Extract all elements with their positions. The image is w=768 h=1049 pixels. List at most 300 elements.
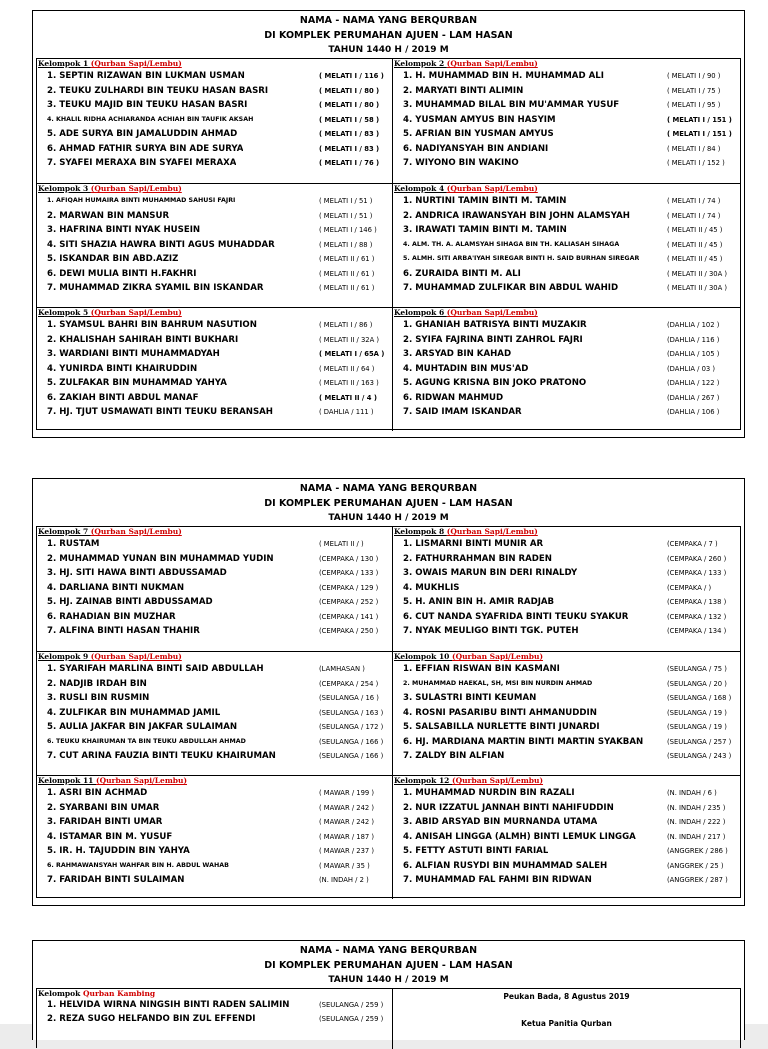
group-number: Kelompok 11: [38, 776, 97, 785]
house-address: (SEULANGA / 16 ): [319, 694, 379, 702]
list-item: [37, 801, 392, 815]
person-name: 4. KHALIL RIDHA ACHIARANDA ACHIAH BIN TAUFIK AKSAH: [47, 115, 254, 123]
person-name: 7. CUT ARINA FAUZIA BINTI TEUKU KHAIRUMAN: [47, 751, 276, 761]
person-name: 2. REZA SUGO HELFANDO BIN ZUL EFFENDI: [47, 1014, 256, 1024]
list-item: [37, 537, 392, 551]
list-item: [37, 223, 392, 237]
list-item: [37, 691, 392, 705]
person-name: 5. FETTY ASTUTI BINTI FARIAL: [403, 846, 549, 856]
person-name: 2. KHALISHAH SAHIRAH BINTI BUKHARI: [47, 334, 239, 345]
group-number: Kelompok 1: [38, 59, 91, 68]
house-address: (CEMPAKA / ): [667, 583, 712, 592]
list-item: [393, 69, 740, 83]
list-item: [393, 127, 740, 141]
list-item: [37, 405, 392, 419]
group-cell: [393, 307, 740, 431]
list-item: [37, 69, 392, 83]
person-name: 6. ZAKIAH BINTI ABDUL MANAF: [47, 392, 199, 403]
group-cell: [393, 59, 740, 183]
list-item: [393, 391, 740, 405]
person-name: 7. FARIDAH BINTI SULAIMAN: [47, 875, 185, 885]
person-name: 1. MUHAMMAD NURDIN BIN RAZALI: [403, 788, 575, 798]
house-address: ( MELATI I / 75 ): [667, 86, 721, 95]
person-name: 5. AGUNG KRISNA BIN JOKO PRATONO: [403, 378, 587, 388]
house-address: ( MELATI II / 61 ): [319, 255, 375, 263]
person-name: 4. ROSNI PASARIBU BINTI AHMANUDDIN: [403, 707, 597, 718]
list-item: [393, 677, 740, 691]
house-address: ( MELATI I / 86 ): [319, 321, 373, 329]
list-item: [37, 252, 392, 266]
document-header: [33, 11, 744, 58]
qurban-type: (Qurban Sapi/Lembu): [90, 59, 182, 68]
person-name: 6. AHMAD FATHIR SURYA BIN ADE SURYA: [47, 143, 244, 154]
house-address: ( MELATI I / 80 ): [319, 86, 380, 95]
list-item: [393, 223, 740, 237]
list-item: [393, 801, 740, 815]
list-item: [37, 735, 392, 749]
person-name: 1. SYARIFAH MARLINA BINTI SAID ABDULLAH: [47, 664, 264, 674]
house-address: (CEMPAKA / 138 ): [667, 598, 727, 606]
header-line-1: NAMA - NAMA YANG BERQURBAN: [299, 945, 478, 956]
group-label: [37, 652, 392, 661]
list-item: [393, 281, 740, 295]
group-number: Kelompok 7: [38, 527, 91, 536]
house-address: (CEMPAKA / 129 ): [319, 583, 379, 592]
list-item: [37, 376, 392, 390]
list-item: [37, 281, 392, 295]
list-item: [37, 566, 392, 580]
house-address: ( MELATI II / 61 ): [319, 269, 375, 278]
group-number: Kelompok 6: [394, 308, 447, 317]
list-item: [393, 624, 740, 638]
house-address: (SEULANGA / 172 ): [319, 723, 384, 731]
list-item: [37, 347, 392, 361]
list-item: [37, 581, 392, 595]
qurban-type: (Qurban Sapi/Lembu): [96, 776, 188, 785]
list-item: [393, 347, 740, 361]
house-address: ( MAWAR / 199 ): [319, 789, 375, 797]
qurban-type: (Qurban Sapi/Lembu): [446, 308, 538, 317]
list-item: [393, 376, 740, 390]
house-address: (N. INDAH / 2 ): [319, 876, 369, 884]
person-name: 7. ZALDY BIN ALFIAN: [403, 751, 505, 761]
house-address: ( MELATI I / 83 ): [319, 130, 380, 138]
house-address: (DAHLIA / 267 ): [667, 393, 720, 402]
list-item: [393, 735, 740, 749]
house-address: (CEMPAKA / 141 ): [319, 612, 379, 621]
document-header: [33, 479, 744, 526]
person-name: 3. IRAWATI TAMIN BINTI M. TAMIN: [403, 225, 567, 235]
house-address: (SEULANGA / 243 ): [667, 752, 732, 760]
house-address: ( MELATI II / 163 ): [319, 379, 379, 387]
person-name: 2. MUHAMMAD HAEKAL, SH, MSI BIN NURDIN AHMAD: [403, 679, 593, 687]
header-line-2: DI KOMPLEK PERUMAHAN AJUEN - LAM HASAN: [264, 30, 513, 41]
person-name: 4. YUSMAN AMYUS BIN HASYIM: [403, 114, 556, 125]
house-address: (DAHLIA / 122 ): [667, 379, 720, 387]
house-address: (SEULANGA / 75 ): [667, 665, 727, 673]
house-address: ( MAWAR / 35 ): [319, 861, 370, 870]
house-address: ( DAHLIA / 111 ): [319, 408, 374, 416]
list-item: [393, 830, 740, 844]
list-item: [37, 142, 392, 156]
house-address: ( MELATI II / 45 ): [667, 255, 723, 263]
group-cell: [37, 989, 393, 1049]
signature-title: Ketua Panitia Qurban: [521, 1019, 612, 1028]
list-item: [393, 252, 740, 266]
group-cell: [37, 183, 393, 307]
house-address: (CEMPAKA / 133 ): [667, 569, 727, 577]
person-name: 4. YUNIRDA BINTI KHAIRUDDIN: [47, 363, 198, 374]
list-item: [37, 156, 392, 170]
list-item: [393, 815, 740, 829]
list-item: [393, 537, 740, 551]
group-number: Kelompok 12: [394, 776, 453, 785]
list-item: [393, 581, 740, 595]
person-name: 5. IR. H. TAJUDDIN BIN YAHYA: [47, 846, 190, 856]
house-address: (SEULANGA / 19 ): [667, 723, 727, 731]
list-item: [37, 238, 392, 252]
person-name: 4. ANISAH LINGGA (ALMH) BINTI LEMUK LINGGA: [403, 831, 636, 842]
list-item: [37, 873, 392, 887]
person-name: 1. GHANIAH BATRISYA BINTI MUZAKIR: [403, 320, 587, 330]
group-label: [37, 776, 392, 785]
group-label: [393, 184, 740, 193]
person-name: 6. RIDWAN MAHMUD: [403, 392, 504, 403]
house-address: (SEULANGA / 20 ): [667, 679, 727, 688]
list-item: [393, 844, 740, 858]
house-address: ( MELATI I / 80 ): [319, 101, 380, 109]
header-line-2: DI KOMPLEK PERUMAHAN AJUEN - LAM HASAN: [264, 498, 513, 509]
person-name: 6. ZURAIDA BINTI M. ALI: [403, 268, 521, 279]
qurban-type: (Qurban Sapi/Lembu): [90, 527, 182, 536]
group-number: Kelompok 3: [38, 184, 91, 193]
header-line-3: TAHUN 1440 H / 2019 M: [328, 45, 449, 55]
house-address: ( MELATI I / 65A ): [319, 350, 385, 358]
list-item: [393, 113, 740, 127]
house-address: ( MELATI I / 51 ): [319, 197, 373, 205]
list-item: [393, 566, 740, 580]
house-address: ( MELATI II / 45 ): [667, 240, 723, 249]
house-address: ( MELATI II / 4 ): [319, 393, 377, 402]
person-name: 7. MUHAMMAD FAL FAHMI BIN RIDWAN: [403, 875, 592, 885]
person-name: 6. DEWI MULIA BINTI H.FAKHRI: [47, 268, 197, 279]
group-label: [393, 776, 740, 785]
qurban-type: (Qurban Sapi/Lembu): [452, 652, 544, 661]
house-address: (CEMPAKA / 7 ): [667, 540, 718, 548]
person-name: 1. ASRI BIN ACHMAD: [47, 788, 148, 798]
house-address: ( MELATI I / 84 ): [667, 144, 721, 153]
list-item: [393, 209, 740, 223]
person-name: 7. SAID IMAM ISKANDAR: [403, 407, 522, 417]
house-address: (N. INDAH / 222 ): [667, 818, 726, 826]
person-name: 3. MUHAMMAD BILAL BIN MU'AMMAR YUSUF: [403, 100, 620, 110]
group-number: Kelompok 4: [394, 184, 447, 193]
person-name: 3. RUSLI BIN RUSMIN: [47, 693, 150, 703]
group-label: [37, 59, 392, 68]
house-address: ( MELATI II / 64 ): [319, 364, 375, 373]
list-item: [37, 333, 392, 347]
house-address: ( MAWAR / 187 ): [319, 832, 375, 841]
house-address: (SEULANGA / 166 ): [319, 752, 384, 760]
list-item: [393, 786, 740, 800]
person-name: 3. WARDIANI BINTI MUHAMMADYAH: [47, 349, 220, 359]
list-item: [37, 859, 392, 873]
person-name: 4. ISTAMAR BIN M. YUSUF: [47, 831, 173, 842]
group-label: [37, 989, 392, 998]
person-name: 4. SITI SHAZIA HAWRA BINTI AGUS MUHADDAR: [47, 239, 275, 250]
group-cell: [37, 59, 393, 183]
person-name: 2. NADJIB IRDAH BIN: [47, 678, 147, 689]
group-cell: [37, 307, 393, 431]
list-item: [393, 362, 740, 376]
house-address: (SEULANGA / 259 ): [319, 1015, 384, 1023]
qurban-type: (Qurban Sapi/Lembu): [90, 184, 182, 193]
person-name: 7. MUHAMMAD ZULFIKAR BIN ABDUL WAHID: [403, 283, 619, 293]
group-label: [393, 59, 740, 68]
house-address: (DAHLIA / 116 ): [667, 335, 720, 344]
list-item: [37, 677, 392, 691]
house-address: ( MELATI I / 90 ): [667, 72, 721, 80]
list-item: [37, 209, 392, 223]
person-name: 7. MUHAMMAD ZIKRA SYAMIL BIN ISKANDAR: [47, 283, 264, 293]
person-name: 6. HJ. MARDIANA MARTIN BINTI MARTIN SYAKBAN: [403, 736, 644, 747]
list-item: [393, 318, 740, 332]
house-address: ( MELATI I / 74 ): [667, 211, 721, 220]
house-address: (ANGGREK / 287 ): [667, 876, 728, 884]
house-address: ( MELATI I / 151 ): [667, 130, 732, 138]
house-address: (N. INDAH / 6 ): [667, 789, 717, 797]
list-item: [37, 267, 392, 281]
house-address: (SEULANGA / 168 ): [667, 694, 732, 702]
house-address: (CEMPAKA / 133 ): [319, 569, 379, 577]
house-address: (DAHLIA / 03 ): [667, 364, 716, 373]
person-name: 2. MARWAN BIN MANSUR: [47, 210, 170, 221]
person-name: 5. ALMH. SITI ARBA'IYAH SIREGAR BINTI H. SAID BURHAN SIREGAR: [403, 255, 640, 262]
house-address: (CEMPAKA / 132 ): [667, 612, 727, 621]
list-item: [393, 552, 740, 566]
house-address: (DAHLIA / 105 ): [667, 350, 720, 358]
person-name: 2. TEUKU ZULHARDI BIN TEUKU HASAN BASRI: [47, 85, 269, 96]
group-number: Kelompok 10: [394, 652, 453, 661]
list-item: [393, 333, 740, 347]
list-item: [393, 194, 740, 208]
group-number: Kelompok 5: [38, 308, 91, 317]
house-address: (CEMPAKA / 254 ): [319, 679, 379, 688]
person-name: 5. ISKANDAR BIN ABD.AZIZ: [47, 254, 179, 264]
person-name: 7. WIYONO BIN WAKINO: [403, 158, 519, 168]
group-grid: [36, 58, 741, 430]
qurban-type: (Qurban Sapi/Lembu): [90, 308, 182, 317]
document-header: [33, 941, 744, 988]
group-cell: [37, 527, 393, 651]
person-name: 6. RAHADIAN BIN MUZHAR: [47, 611, 176, 622]
group-number: Kelompok 9: [38, 652, 91, 661]
list-item: [37, 98, 392, 112]
group-number: Kelompok 8: [394, 527, 447, 536]
list-item: [37, 552, 392, 566]
person-name: 1. RUSTAM: [47, 539, 100, 549]
house-address: (DAHLIA / 102 ): [667, 321, 720, 329]
person-name: 1. EFFIAN RISWAN BIN KASMANI: [403, 664, 560, 674]
person-name: 4. MUHTADIN BIN MUS'AD: [403, 363, 529, 374]
person-name: 1. H. MUHAMMAD BIN H. MUHAMMAD ALI: [403, 71, 604, 81]
house-address: ( MAWAR / 242 ): [319, 803, 375, 812]
person-name: 2. NUR IZZATUL JANNAH BINTI NAHIFUDDIN: [403, 802, 614, 813]
house-address: ( MELATI I / 151 ): [667, 115, 732, 124]
list-item: [37, 720, 392, 734]
list-item: [393, 610, 740, 624]
house-address: ( MELATI II / 30A ): [667, 269, 728, 278]
page-frame: [32, 10, 745, 438]
list-item: [393, 98, 740, 112]
person-name: 3. HJ. SITI HAWA BINTI ABDUSSAMAD: [47, 568, 227, 578]
person-name: 5. ADE SURYA BIN JAMALUDDIN AHMAD: [47, 129, 238, 139]
person-name: 5. SALSABILLA NURLETTE BINTI JUNARDI: [403, 722, 600, 732]
list-item: [37, 127, 392, 141]
house-address: ( MELATI II / 30A ): [667, 284, 728, 292]
person-name: 3. OWAIS MARUN BIN DERI RINALDY: [403, 568, 578, 578]
group-number: Kelompok: [38, 989, 83, 998]
house-address: ( MELATI II / 32A ): [319, 335, 380, 344]
list-item: [393, 238, 740, 252]
group-cell: [393, 183, 740, 307]
qurban-type: (Qurban Sapi/Lembu): [446, 59, 538, 68]
header-line-1: NAMA - NAMA YANG BERQURBAN: [299, 15, 478, 26]
person-name: 7. NYAK MEULIGO BINTI TGK. PUTEH: [403, 626, 579, 636]
qurban-type: (Qurban Sapi/Lembu): [452, 776, 544, 785]
person-name: 6. RAHMAWANSYAH WAHFAR BIN H. ABDUL WAHAB: [47, 861, 229, 869]
house-address: ( MAWAR / 242 ): [319, 818, 375, 826]
house-address: (LAMHASAN ): [319, 665, 365, 673]
qurban-type: (Qurban Sapi/Lembu): [446, 527, 538, 536]
person-name: 3. TEUKU MAJID BIN TEUKU HASAN BASRI: [47, 100, 248, 110]
person-name: 4. ALM. TH. A. ALAMSYAH SIHAGA BIN TH. KALIASAH SIHAGA: [403, 240, 620, 248]
person-name: 5. AFRIAN BIN YUSMAN AMYUS: [403, 129, 554, 139]
page-frame: [32, 478, 745, 906]
house-address: (N. INDAH / 235 ): [667, 803, 726, 812]
list-item: [393, 84, 740, 98]
header-line-1: NAMA - NAMA YANG BERQURBAN: [299, 483, 478, 494]
person-name: 2. MUHAMMAD YUNAN BIN MUHAMMAD YUDIN: [47, 553, 274, 564]
house-address: ( MELATI II / ): [319, 540, 364, 548]
list-item: [393, 859, 740, 873]
page-frame: [32, 940, 745, 1040]
person-name: 2. MARYATI BINTI ALIMIN: [403, 85, 524, 96]
list-item: [393, 720, 740, 734]
list-item: [37, 662, 392, 676]
qurban-type: Qurban Kambing: [82, 989, 156, 998]
person-name: 1. LISMARNI BINTI MUNIR AR: [403, 539, 544, 549]
list-item: [37, 595, 392, 609]
signature-date: Peukan Bada, 8 Agustus 2019: [503, 992, 630, 1001]
group-cell: [393, 651, 740, 775]
list-item: [37, 830, 392, 844]
person-name: 4. ZULFIKAR BIN MUHAMMAD JAMIL: [47, 707, 221, 718]
person-name: 6. ALFIAN RUSYDI BIN MUHAMMAD SALEH: [403, 860, 608, 871]
group-grid: [36, 988, 741, 1048]
house-address: (ANGGREK / 25 ): [667, 861, 724, 870]
house-address: (DAHLIA / 106 ): [667, 408, 720, 416]
qurban-type: (Qurban Sapi/Lembu): [90, 652, 182, 661]
list-item: [37, 624, 392, 638]
house-address: (CEMPAKA / 130 ): [319, 554, 379, 563]
person-name: 3. ABID ARSYAD BIN MURNANDA UTAMA: [403, 817, 598, 827]
list-item: [393, 691, 740, 705]
list-item: [393, 595, 740, 609]
house-address: (CEMPAKA / 260 ): [667, 554, 727, 563]
person-name: 1. HELVIDA WIRNA NINGSIH BINTI RADEN SALIMIN: [47, 1000, 290, 1010]
person-name: 4. MUKHLIS: [403, 582, 460, 593]
house-address: ( MELATI II / 61 ): [319, 284, 375, 292]
house-address: ( MELATI I / 95 ): [667, 101, 721, 109]
list-item: [37, 815, 392, 829]
house-address: ( MELATI I / 83 ): [319, 144, 380, 153]
list-item: [393, 749, 740, 763]
group-number: Kelompok 2: [394, 59, 447, 68]
group-grid: [36, 526, 741, 898]
group-label: [37, 184, 392, 193]
list-item: [393, 156, 740, 170]
group-label: [393, 527, 740, 536]
house-address: ( MELATI I / 152 ): [667, 159, 725, 167]
group-cell: [393, 527, 740, 651]
person-name: 7. SYAFEI MERAXA BIN SYAFEI MERAXA: [47, 158, 237, 168]
person-name: 2. SYARBANI BIN UMAR: [47, 802, 160, 813]
list-item: [393, 267, 740, 281]
group-label: [37, 527, 392, 536]
person-name: 6. TEUKU KHAIRUMAN TA BIN TEUKU ABDULLAH AHMAD: [47, 737, 246, 745]
house-address: ( MELATI I / 88 ): [319, 240, 373, 249]
group-cell: [37, 775, 393, 899]
header-line-2: DI KOMPLEK PERUMAHAN AJUEN - LAM HASAN: [264, 960, 513, 971]
list-item: [37, 749, 392, 763]
house-address: ( MELATI II / 45 ): [667, 226, 723, 234]
house-address: (SEULANGA / 166 ): [319, 737, 384, 746]
house-address: ( MAWAR / 237 ): [319, 847, 375, 855]
group-label: [393, 652, 740, 661]
person-name: 1. SYAMSUL BAHRI BIN BAHRUM NASUTION: [47, 320, 257, 330]
person-name: 1. SEPTIN RIZAWAN BIN LUKMAN USMAN: [47, 71, 245, 81]
list-item: [37, 194, 392, 208]
house-address: ( MELATI I / 116 ): [319, 72, 384, 80]
list-item: [37, 786, 392, 800]
list-item: [37, 84, 392, 98]
house-address: (SEULANGA / 257 ): [667, 737, 732, 746]
person-name: 6. NADIYANSYAH BIN ANDIANI: [403, 143, 549, 154]
list-item: [37, 998, 392, 1012]
header-line-3: TAHUN 1440 H / 2019 M: [328, 513, 449, 523]
person-name: 5. HJ. ZAINAB BINTI ABDUSSAMAD: [47, 597, 213, 607]
list-item: [393, 662, 740, 676]
house-address: (CEMPAKA / 134 ): [667, 627, 727, 635]
house-address: ( MELATI I / 76 ): [319, 159, 380, 167]
group-label: [393, 308, 740, 317]
header-line-3: TAHUN 1440 H / 2019 M: [328, 975, 449, 985]
person-name: 2. SYIFA FAJRINA BINTI ZAHROL FAJRI: [403, 334, 583, 345]
person-name: 1. NURTINI TAMIN BINTI M. TAMIN: [403, 196, 567, 206]
group-cell: [393, 775, 740, 899]
list-item: [37, 706, 392, 720]
person-name: 3. SULASTRI BINTI KEUMAN: [403, 693, 537, 703]
house-address: ( MELATI I / 146 ): [319, 226, 377, 234]
list-item: [393, 706, 740, 720]
person-name: 6. CUT NANDA SYAFRIDA BINTI TEUKU SYAKUR: [403, 611, 629, 622]
house-address: ( MELATI I / 74 ): [667, 197, 721, 205]
person-name: 2. ANDRICA IRAWANSYAH BIN JOHN ALAMSYAH: [403, 210, 630, 221]
house-address: ( MELATI I / 58 ): [319, 115, 380, 124]
house-address: (CEMPAKA / 252 ): [319, 598, 379, 606]
list-item: [37, 610, 392, 624]
